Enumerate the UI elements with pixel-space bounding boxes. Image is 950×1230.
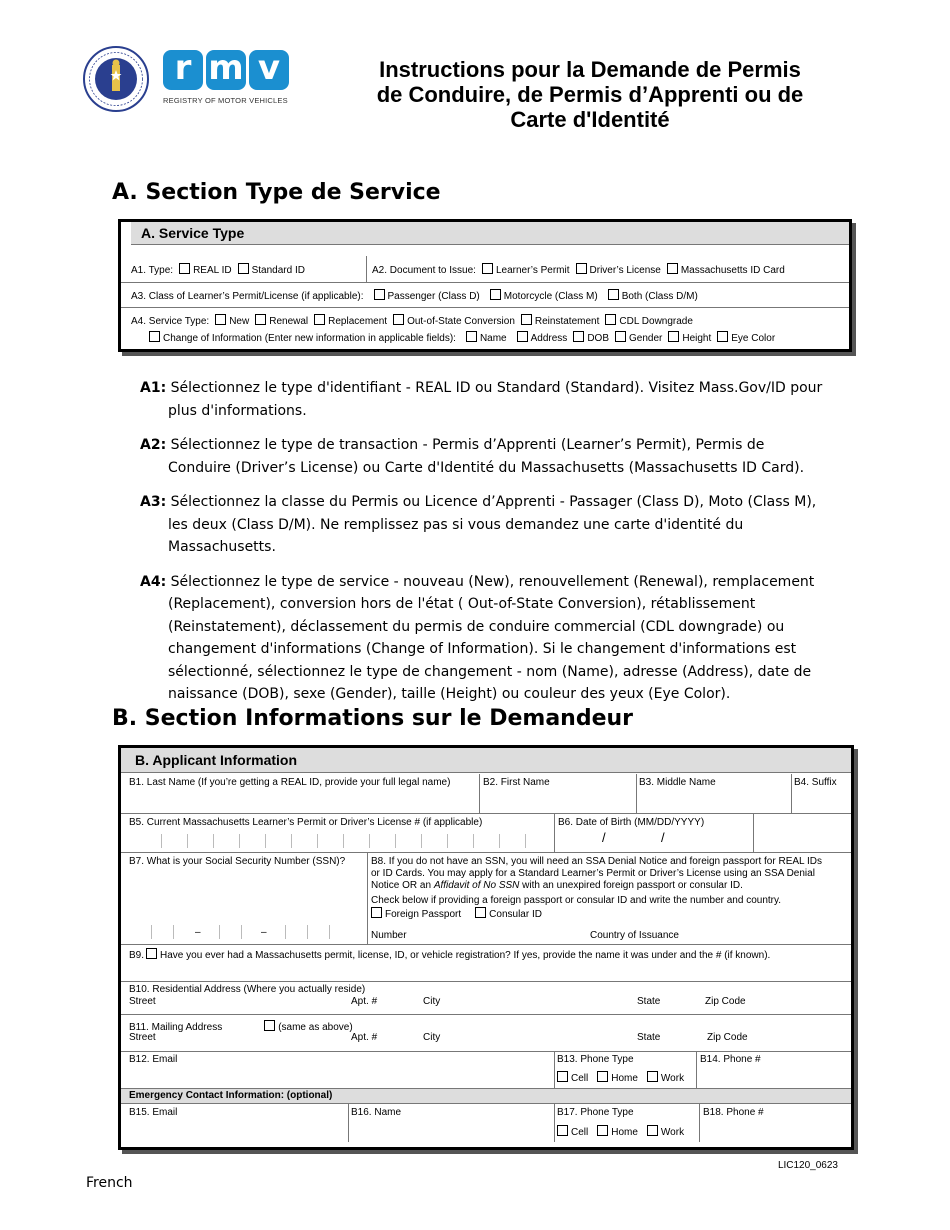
checkbox-icon [146,948,157,959]
checkbox-icon [597,1125,608,1136]
checkbox-icon [255,314,266,325]
rmv-logo-letter: m [206,50,246,90]
rmv-logo-letter: v [249,50,289,90]
rmv-logo-letter: r [163,50,203,90]
checkbox-icon [668,331,679,342]
checkbox-icon [597,1071,608,1082]
instruction-a1: A1: Sélectionnez le type d'identifiant - REAL ID ou Standard (Standard). Visitez Mass.Gov/ID pour plus d'informations. [140,380,823,419]
section-a-instructions [140,377,830,706]
checkbox-icon [573,331,584,342]
checkbox-icon [647,1125,658,1136]
checkbox-icon [557,1071,568,1082]
checkbox-icon [615,331,626,342]
checkbox-icon [149,331,160,342]
checkbox-icon [314,314,325,325]
massachusetts-seal-icon [83,46,149,112]
checkbox-icon [215,314,226,325]
checkbox-icon [647,1071,658,1082]
applicant-information-form-image: B. Applicant Information B1. Last Name (If you’re getting a REAL ID, provide your full legal name) B2. First Name B3. Middle Name B4. Suffix B5. Current Massachusetts Learner’s Permit or Driver’s License # (if applicable) B6. Date of Birth (MM/DD/YYYY) / / B7. What is your Social Security Number (SSN)? – – B8. If you do not have an SSN, you will need an SSA Denial Notice and foreign passport for REAL IDs or ID Cards. You may apply for a Standard Learner’s Permit or Driver’s License using an SSA Denial Notice OR an Affidavit of No SSN with an unexpired foreign passport or consular ID. Check below if providing a foreign passport or consular ID and write the number and country. Foreign Passport Consular ID Number Country of Issuance B9. Have you ever had a Massachusetts permit, license, ID, or vehicle registration? If yes, provide the name it was under and the # (if known). B10. Residential Address (Where you actually reside) Street Apt. # City State Zip Code B11. Mailing Address (same as above) Street Apt. # City State Zip Code B12. Email B13. Phone Type Cell Home Work B14. Phone # Emergency Contact Information: (optional) B15. Email B16. Name B17. Phone Type Cell Home Work B18. Phone # [118,745,854,1150]
service-type-form-image [118,219,852,352]
form-b-title: B. Applicant Information [121,748,851,773]
form-a-row2: A3. Class of Learner’s Permit/License (if applicable): Passenger (Class D) Motorcycle (Class M) Both (Class D/M) [121,283,849,308]
instruction-a2: A2: Sélectionnez le type de transaction - Permis d’Apprenti (Learner’s Permit), Permis de Conduire (Driver’s License) ou Carte d'Identité du Massachusetts (Massachusetts ID Card). [140,437,805,476]
checkbox-icon [490,289,501,300]
checkbox-icon [717,331,728,342]
checkbox-icon [557,1125,568,1136]
checkbox-icon [264,1020,275,1031]
checkbox-icon [608,289,619,300]
page-title: Instructions pour la Demande de Permis de Conduire, de Permis d’Apprenti ou de Carte d'Identité [376,57,804,132]
language-label: French [86,1175,133,1191]
instruction-a3: A3: Sélectionnez la classe du Permis ou Licence d’Apprenti - Passager (Class D), Moto (Class M), les deux (Class D/M). Ne remplissez pas si vous demandez une carte d'identité du Massachusetts. [140,494,817,555]
checkbox-icon [393,314,404,325]
rmv-logo [163,48,292,105]
checkbox-icon [179,263,190,274]
checkbox-icon [576,263,587,274]
form-code: LIC120_0623 [777,1160,838,1171]
section-a-heading: A. Section Type de Service [112,180,441,205]
checkbox-icon [466,331,477,342]
checkbox-icon [475,907,486,918]
checkbox-icon [521,314,532,325]
checkbox-icon [374,289,385,300]
form-a-title: A. Service Type [131,222,849,245]
form-a-row1: A1. Type: REAL ID Standard ID A2. Document to Issue: Learner’s Permit Driver’s License Massachusetts ID Card [121,256,849,283]
form-a-row3: A4. Service Type: New Renewal Replacement Out-of-State Conversion Reinstatement CDL Downgrade Change of Information (Enter new information in applicable fields): Name Address DOB Gender Height Eye Color [131,316,776,344]
rmv-logo-subtitle: REGISTRY OF MOTOR VEHICLES [163,96,288,105]
checkbox-icon [517,331,528,342]
checkbox-icon [667,263,678,274]
checkbox-icon [371,907,382,918]
checkbox-icon [482,263,493,274]
checkbox-icon [605,314,616,325]
instruction-a4: A4: Sélectionnez le type de service - nouveau (New), renouvellement (Renewal), remplacement (Replacement), conversion hors de l'état ( Out-of-State Conversion), rétablissement (Reinstatement), déclassement du permis de conduire commercial (CDL downgrade) ou changement d'informations (Change of Information). Si le changement d'informations est sélectionné, sélectionnez le type de changement - nom (Name), adresse (Address), date de naissance (DOB), sexe (Gender), taille (Height) ou couleur des yeux (Eye Color). [140,573,815,702]
checkbox-icon [238,263,249,274]
section-b-heading: B. Section Informations sur le Demandeur [112,706,634,731]
